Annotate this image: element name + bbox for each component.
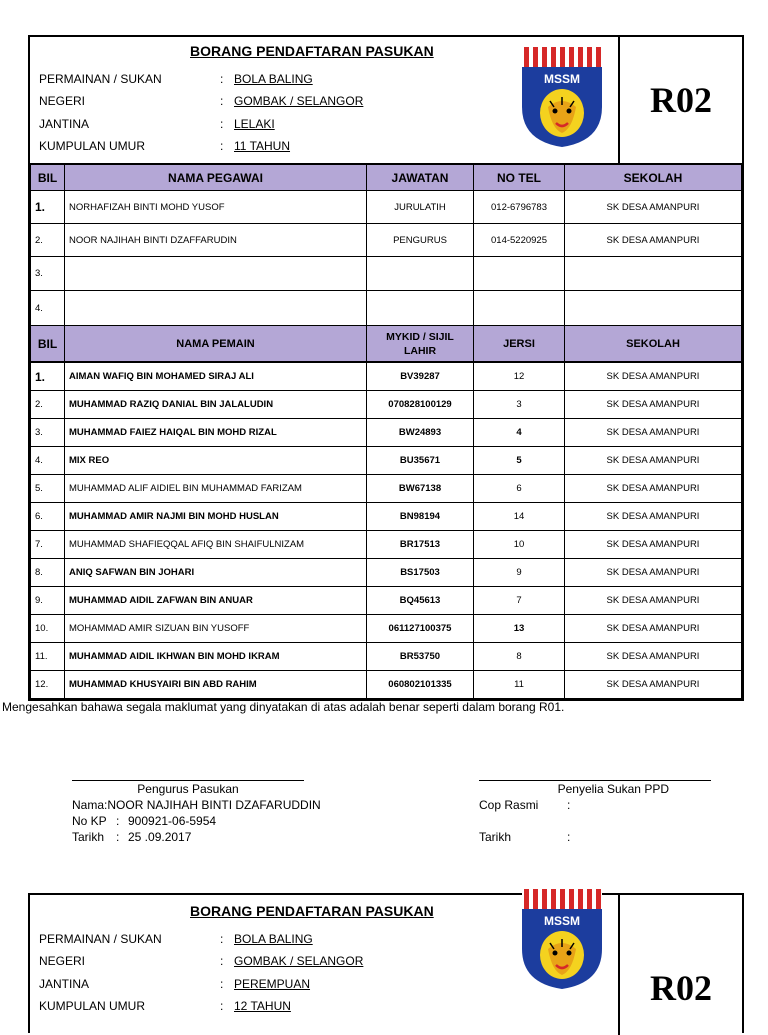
player-mykid: BW67138 [367,475,474,503]
field-age-group-value: 12 TAHUN [234,999,291,1013]
official-row: 1. NORHAFIZAH BINTI MOHD YUSOF JURULATIH 012-6796783 SK DESA AMANPURI [31,191,742,224]
player-row [31,531,742,559]
player-school: SK DESA AMANPURI [565,587,742,615]
player-mykid: BU35671 [367,447,474,475]
col-jersey: JERSI [474,326,565,362]
player-name: ANIQ SAFWAN BIN JOHARI [65,559,367,587]
form-code: R02 [650,80,712,120]
player-row [31,587,742,615]
field-age-group: KUMPULAN UMUR : 11 TAHUN [39,139,291,153]
col-bil: BIL [31,326,65,362]
player-row [31,671,742,699]
col-mykid: MYKID / SIJIL LAHIR [367,326,474,362]
player-bil: 2. [31,391,65,419]
col-role: JAWATAN [367,165,474,191]
player-row [31,363,742,391]
player-bil: 8. [31,559,65,587]
form-code-cell [618,895,742,1035]
field-state-value: GOMBAK / SELANGOR [234,94,364,108]
field-state-value: GOMBAK / SELANGOR [234,954,364,968]
svg-text:MSSM: MSSM [544,914,580,928]
player-bil: 3. [31,419,65,447]
field-sport: PERMAINAN / SUKAN : BOLA BALING [39,72,313,86]
player-jersey: 14 [474,503,565,531]
player-bil: 5. [31,475,65,503]
player-mykid: 070828100129 [367,391,474,419]
official-row: 2. NOOR NAJIHAH BINTI DZAFFARUDIN PENGURUS 014-5220925 SK DESA AMANPURI [31,224,742,257]
player-mykid: BV39287 [367,363,474,391]
form-info [30,37,514,163]
player-row [31,419,742,447]
officials-header-row [31,165,742,191]
player-name: MUHAMMAD RAZIQ DANIAL BIN JALALUDIN [65,391,367,419]
form-code: R02 [650,968,712,1008]
player-jersey: 11 [474,671,565,699]
supervisor-date-row: Tarikh : [479,830,571,844]
player-jersey: 5 [474,447,565,475]
player-mykid: BS17503 [367,559,474,587]
players-header-row [31,326,742,362]
registration-form-1 [28,35,744,701]
player-name: MUHAMMAD FAIEZ HAIQAL BIN MOHD RIZAL [65,419,367,447]
supervisor-signature [479,780,711,845]
field-gender-value: PEREMPUAN [234,977,311,991]
confirmation-text: Mengesahkan bahawa segala maklumat yang dinyatakan di atas adalah benar seperti dalam borang R01. [2,700,565,714]
player-row [31,391,742,419]
svg-text:MSSM: MSSM [544,72,580,86]
player-jersey: 9 [474,559,565,587]
player-mykid: 060802101335 [367,671,474,699]
registration-form-2 [28,893,744,1033]
player-row [31,643,742,671]
field-age-group: KUMPULAN UMUR : 12 TAHUN [39,999,291,1013]
player-mykid: BR17513 [367,531,474,559]
mssm-logo [520,887,604,991]
field-sport: PERMAINAN / SUKAN : BOLA BALING [39,932,313,946]
player-school: SK DESA AMANPURI [565,391,742,419]
form-header [30,895,742,1035]
player-row [31,503,742,531]
player-bil: 4. [31,447,65,475]
player-mykid: BN98194 [367,503,474,531]
player-school: SK DESA AMANPURI [565,363,742,391]
col-player-name: NAMA PEMAIN [65,326,367,362]
manager-ic-row: No KP : 900921-06-5954 [72,814,217,828]
form-title: BORANG PENDAFTARAN PASUKAN [190,903,434,919]
player-jersey: 8 [474,643,565,671]
player-school: SK DESA AMANPURI [565,475,742,503]
manager-signature [72,780,321,845]
form-code-cell [618,37,742,163]
field-gender: JANTINA : PEREMPUAN [39,977,311,991]
manager-name-row: Nama : NOOR NAJIHAH BINTI DZAFARUDDIN [72,798,321,812]
official-row: 3. [31,257,742,291]
player-mykid: BW24893 [367,419,474,447]
player-bil: 7. [31,531,65,559]
player-name: MUHAMMAD ALIF AIDIEL BIN MUHAMMAD FARIZAM [65,475,367,503]
player-bil: 11. [31,643,65,671]
player-jersey: 6 [474,475,565,503]
field-gender: JANTINA : LELAKI [39,117,275,131]
player-name: MUHAMMAD AMIR NAJMI BIN MOHD HUSLAN [65,503,367,531]
col-school: SEKOLAH [565,165,742,191]
player-name: MIX REO [65,447,367,475]
player-bil: 12. [31,671,65,699]
player-school: SK DESA AMANPURI [565,419,742,447]
mssm-logo [520,45,604,149]
player-mykid: BR53750 [367,643,474,671]
field-sport-value: BOLA BALING [234,72,313,86]
field-gender-value: LELAKI [234,117,275,131]
player-jersey: 12 [474,363,565,391]
manager-date-row: Tarikh : 25 .09.2017 [72,830,192,844]
player-name: MUHAMMAD AIDIL ZAFWAN BIN ANUAR [65,587,367,615]
player-jersey: 4 [474,419,565,447]
manager-signature-title: Pengurus Pasukan [72,780,304,797]
field-state: NEGERI : GOMBAK / SELANGOR [39,94,364,108]
col-school: SEKOLAH [565,326,742,362]
supervisor-stamp-row: Cop Rasmi : [479,798,571,812]
player-row [31,447,742,475]
player-school: SK DESA AMANPURI [565,503,742,531]
col-official-name: NAMA PEGAWAI [65,165,367,191]
player-mykid: 061127100375 [367,615,474,643]
field-age-group-value: 11 TAHUN [234,139,291,153]
player-school: SK DESA AMANPURI [565,643,742,671]
players-table [30,362,742,699]
player-school: SK DESA AMANPURI [565,559,742,587]
player-school: SK DESA AMANPURI [565,615,742,643]
player-name: MUHAMMAD KHUSYAIRI BIN ABD RAHIM [65,671,367,699]
player-jersey: 13 [474,615,565,643]
player-name: MUHAMMAD SHAFIEQQAL AFIQ BIN SHAIFULNIZAM [65,531,367,559]
form-info [30,895,514,1035]
player-bil: 6. [31,503,65,531]
form-header [30,37,742,164]
supervisor-signature-title: Penyelia Sukan PPD [479,780,711,797]
officials-table [30,164,742,362]
col-bil: BIL [31,165,65,191]
player-jersey: 10 [474,531,565,559]
player-name: AIMAN WAFIQ BIN MOHAMED SIRAJ ALI [65,363,367,391]
official-row: 4. [31,291,742,326]
player-row [31,559,742,587]
player-school: SK DESA AMANPURI [565,447,742,475]
form-title: BORANG PENDAFTARAN PASUKAN [190,43,434,59]
player-school: SK DESA AMANPURI [565,531,742,559]
player-name: MUHAMMAD AIDIL IKHWAN BIN MOHD IKRAM [65,643,367,671]
col-phone: NO TEL [474,165,565,191]
player-bil: 10. [31,615,65,643]
player-bil: 1. [31,363,65,391]
logo-cell [514,37,618,163]
player-bil: 9. [31,587,65,615]
player-mykid: BQ45613 [367,587,474,615]
logo-cell [514,895,618,1035]
player-school: SK DESA AMANPURI [565,671,742,699]
player-name: MOHAMMAD AMIR SIZUAN BIN YUSOFF [65,615,367,643]
player-jersey: 7 [474,587,565,615]
field-state: NEGERI : GOMBAK / SELANGOR [39,954,364,968]
player-row [31,475,742,503]
field-sport-value: BOLA BALING [234,932,313,946]
player-row [31,615,742,643]
player-jersey: 3 [474,391,565,419]
